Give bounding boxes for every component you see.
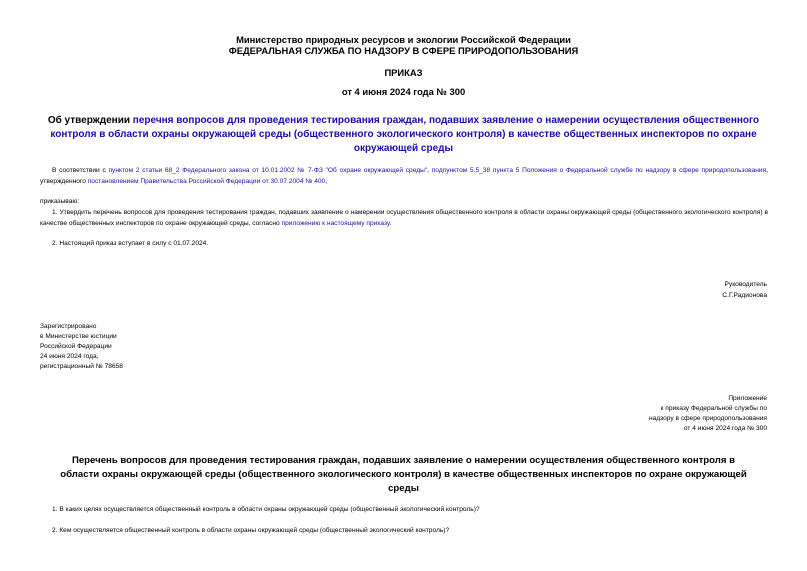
government-decree-link[interactable]: постановлением Правительства Российской Федерации от 30.07.2004 № 400 xyxy=(87,177,326,185)
registration-line-1: Зарегистрировано xyxy=(40,323,97,330)
appendix-line-1: Приложение xyxy=(728,395,767,402)
doc-type-heading: ПРИКАЗ xyxy=(384,67,423,78)
preamble-paragraph xyxy=(40,166,768,187)
appendix-line-4: от 4 июня 2024 года № 300 xyxy=(683,425,767,432)
appendix-line-3: надзору в сфере природопользования xyxy=(649,415,767,422)
registration-line-3: Российской Федерации xyxy=(40,343,112,350)
doc-date-number: от 4 июня 2024 года № 300 xyxy=(341,86,466,97)
signature-position: Руководитель xyxy=(724,281,767,288)
order-title xyxy=(40,114,767,156)
questions-list-title: Перечень вопросов для проведения тестирования граждан, подавших заявление о намерении осуществления общественного контроля в области охраны окружающей среды (общественного экологического контроля) в качестве общественных инспекторов по охране окружающей среды xyxy=(60,455,747,494)
federal-law-link[interactable]: пунктом 2 статьи 68_2 Федерального закона от 10.01.2002 № 7-ФЗ "Об охране окружающей среды" xyxy=(108,167,428,174)
order-item-1 xyxy=(40,208,768,229)
regulation-subclause-link[interactable]: подпунктом 5.5_38 пункта 5 Положения о Федеральной службе по надзору в сфере природопользования xyxy=(431,167,767,174)
order-item-1-end: . xyxy=(389,219,392,227)
appendix-line-2: к приказу Федеральной службы по xyxy=(660,405,767,412)
service-heading: ФЕДЕРАЛЬНАЯ СЛУЖБА ПО НАДЗОРУ В СФЕРЕ ПРИРОДОПОЛЬЗОВАНИЯ xyxy=(228,45,579,56)
order-title-link[interactable]: перечня вопросов для проведения тестирования граждан, подавших заявление о намерении осуществления общественного контроля в области охраны окружающей среды (общественного экологического контроля) в качестве общественных инспекторов по охране окружающей среды xyxy=(50,115,760,154)
question-item: 1. В каких целях осуществляется общественный контроль в области охраны окружающей среды (общественный экологический контроль)? xyxy=(52,506,480,513)
preamble-text-2: , xyxy=(427,167,432,174)
registration-line-4: 24 июня 2024 года, xyxy=(40,353,99,360)
preamble-text-3: , утвержденного xyxy=(40,167,768,185)
appendix-link[interactable]: приложению к настоящему приказу xyxy=(281,219,390,227)
order-title-prefix: Об утверждении xyxy=(47,115,133,126)
preamble-text-1: В соответствии с xyxy=(52,167,109,174)
registration-line-2: в Министерстве юстиции xyxy=(40,333,117,340)
ministry-heading: Министерство природных ресурсов и экологии Российской Федерации xyxy=(236,34,571,45)
preamble-text-4: , xyxy=(325,177,328,185)
signature-name: С.Г.Радионова xyxy=(722,292,767,299)
order-word: приказываю: xyxy=(40,198,80,205)
order-item-1-text: 1. Утвердить перечень вопросов для проведения тестирования граждан, подавших заявление о намерении осуществления общественного контроля в области охраны окружающей среды (общественного экологического контроля) в качестве общественных инспекторов по охране окружающей среды, согласно xyxy=(40,209,768,227)
order-item-2: 2. Настоящий приказ вступает в силу с 01.07.2024. xyxy=(52,240,209,247)
registration-number: регистрационный № 78658 xyxy=(40,363,123,370)
question-item: 2. Кем осуществляется общественный контроль в области охраны окружающей среды (общественный экологический контроль)? xyxy=(52,527,450,534)
